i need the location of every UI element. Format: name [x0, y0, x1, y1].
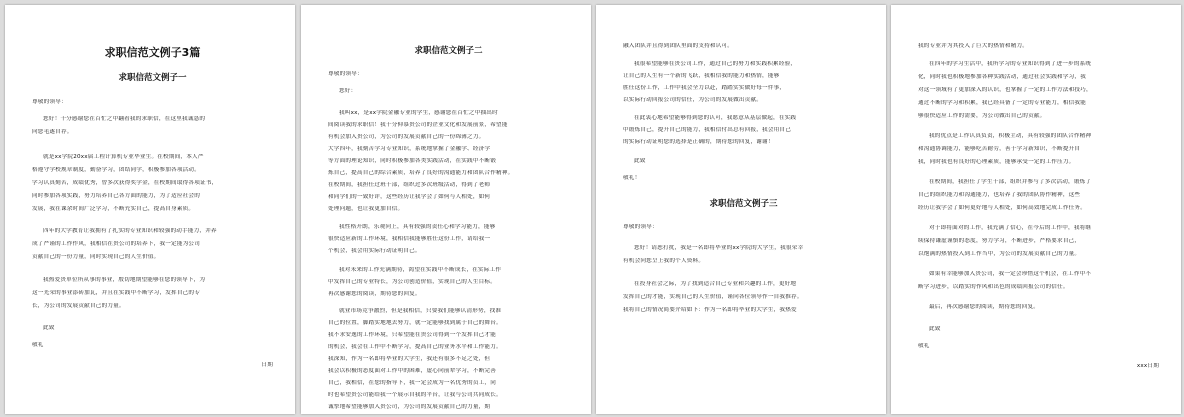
section-title-1: 求职信范文例子一: [118, 73, 187, 83]
text-line: 贡献自己的一份力量，同时实现自己的人生价值。: [32, 254, 160, 260]
document-page-3: [596, 5, 886, 414]
text-line: 我不求安逸的工作环境，只希望能在贵公司得到一个发挥自己才能: [328, 332, 497, 338]
text-line: 在校期间，我担任过班干部，组织过多次班级活动，得到了老师: [328, 182, 491, 188]
sign-date: xxx日期: [1136, 363, 1159, 369]
text-line: 我的专业并为其投入了巨大的热情和精力。: [918, 43, 1029, 49]
text-line: 同时参加各项实践，努力培养自己各方面的能力，为了适应社会的: [32, 193, 201, 199]
text-line: 就业市场竞争激烈，但是我相信，只要我们能够认清形势，找准: [339, 308, 502, 314]
closing: 此致: [43, 325, 55, 331]
text-line: 自己的位置，脚踏实地地去努力，就一定能够找到属于自己的舞台。: [328, 320, 502, 326]
document-page-2: [301, 5, 591, 414]
text-line: 很快适应新的工作环境，我相信我能够胜任这份工作，请给我一: [328, 236, 491, 242]
text-line: 成了严谨的工作作风，我相信在贵公司的培养下，我一定能为公司: [32, 241, 201, 247]
text-line: 您好！十分感谢您在百忙之中翻看我的求职信，在这里我诚恳的: [43, 116, 206, 122]
section-title-3: 求职信范文例子三: [709, 199, 778, 209]
text-line: 间阅读我的求职信！我十分仰慕贵公司的企业文化和发展前景，希望能: [328, 122, 508, 128]
text-line: 通过不断的学习和积累，我已经具备了一定的专业能力，相信我能: [918, 100, 1087, 106]
text-line: 和沟通协调能力，能够吃苦耐劳，善于学习新知识，不断提升自: [918, 146, 1081, 152]
salute: 敬礼: [32, 342, 44, 348]
text-line: 我很希望能够在贵公司工作，通过自己的努力和实践积累经验，: [634, 61, 797, 67]
greeting: 尊敬的领导：: [328, 71, 363, 77]
text-line: 我会以积极的态度面对工作中的困难，虚心向前辈学习，不断完善: [328, 368, 497, 374]
text-line: 有机会向您呈上我的个人资料。: [623, 258, 705, 264]
text-line: 的实际行动证明您的选择是正确的，期待您的回复，谢谢！: [623, 139, 774, 145]
text-line: 再次感谢您的阅读，期待您的回复。: [328, 291, 421, 297]
text-line: 最后，再次感谢您的阅读，期待您的回复。: [929, 304, 1040, 310]
text-line: 处理问题，也让我更加自信。: [328, 206, 404, 212]
text-line: 这一光荣的事业添砖加瓦，并且在实践中不断学习，发挥自己的专: [32, 290, 201, 296]
text-line: 向您毛遂自荐。: [32, 129, 73, 135]
text-line: 续保持谦虚谨慎的态度，努力学习，不断进步，严格要求自己，: [918, 238, 1081, 244]
closing: 此致: [929, 326, 941, 332]
hello: 您好：: [339, 88, 357, 94]
text-line: 学习认真刻苦，成绩优秀，曾多次获得奖学金，在校期间取得各项证书，: [32, 180, 218, 186]
text-line: 等方面的理论知识，同时积极参加各类实践活动，在实践中不断锻: [328, 158, 497, 164]
text-line: 在此衷心地希望能够得到您的认可，我愿意从基层做起，在实践: [634, 115, 797, 121]
text-line: 有机会加入贵公司，为公司的发展贡献自己的一份绵薄之力。: [328, 134, 485, 140]
text-line: 经历让我学会了如何更好地与人相处，如何高效地完成工作任务。: [918, 205, 1087, 211]
text-line: 您好！请恕打扰，我是一名即将毕业的xx学院的大学生，我很荣幸: [634, 245, 804, 251]
text-line: 发挥自己的才能，实现自己的人生价值，谨向各位领导作一自我推荐。: [623, 294, 803, 300]
text-line: 时也希望贵公司能给我一个展示自我的平台，让我与公司共同成长。: [328, 392, 502, 398]
text-line: 大学四年，我刻苦学习专业知识，系统地掌握了金融学、经济学: [328, 146, 491, 152]
text-line: 个机会，我会用实际行动证明自己。: [328, 248, 421, 254]
text-line: 的机会，我会在工作中不断学习，提高自己的业务水平和工作能力。: [328, 344, 502, 350]
text-line: 我的优点是工作认真负责，积极主动，具有较强的团队合作精神: [929, 133, 1092, 139]
text-line: 炼自己，提高自己的综合素质，培养了良好的沟通能力和团队合作精神。: [328, 170, 514, 176]
text-line: 断学习进步，以踏实的作风和出色的成绩回报公司的信任。: [918, 284, 1069, 290]
text-line: 在投身社会之际，为了找到适合自己专业和兴趣的工作，更好地: [634, 281, 797, 287]
text-line: 诚挚地希望能够加入贵公司，为公司的发展贡献自己的力量，期: [328, 404, 491, 410]
text-line: 和同学们的一致好评，这些经历让我学会了如何与人相处，如何: [328, 194, 491, 200]
text-line: 格遵守学校规章制度，勤奋学习，团结同学，积极参加各项活动。: [32, 167, 201, 173]
document-main-title: 求职信范文例子3篇: [104, 46, 201, 59]
text-line: 中发挥自己的专业特长，为公司创造价值，实现自己的人生目标。: [328, 279, 497, 285]
text-line: 以饱满的热情投入到工作当中，为公司的发展贡献自己的力量。: [918, 251, 1081, 257]
text-line: 我对未来的工作充满期待，渴望在实践中不断成长，在实际工作: [339, 267, 502, 273]
text-line: 在校期间，我担任了学生干部，组织并参与了多次活动，锻炼了: [929, 179, 1092, 185]
text-line: 发展，我在课余时间广泛学习，不断充实自己，提高自身素质。: [32, 206, 195, 212]
text-line: 我将自己的情况简要介绍如下：作为一名即将毕业的大学生，我热爱: [623, 307, 797, 313]
text-line: 我，同时我也有良好的心理素质，能够承受一定的工作压力。: [918, 159, 1075, 165]
text-line: 够很快适应工作的需要，为公司做出自己的贡献。: [918, 113, 1046, 119]
text-line: 在四年的学习生活中，我所学习的专业知识得到了进一步的系统: [929, 61, 1092, 67]
salute: 敬礼！: [623, 175, 641, 181]
salute: 敬礼: [918, 343, 930, 349]
document-page-1: [5, 5, 295, 414]
text-line: 四年的大学教育让我拥有了扎实的专业知识和较强的动手能力，并养: [43, 228, 217, 234]
sign-date: 日期: [261, 362, 273, 368]
text-line: 对于即将面对的工作，我充满了信心，在今后的工作中，我将继: [929, 225, 1092, 231]
greeting: 尊敬的领导：: [623, 224, 658, 230]
text-line: 化，同时我也积极地参加各种实践活动，通过社会实践和学习，我: [918, 74, 1087, 80]
section-title-2: 求职信范文例子二: [414, 46, 483, 56]
text-line: 自己的组织能力和沟通能力，也培养了我的团队协作精神，这些: [918, 192, 1081, 198]
text-line: 就是xx学院20xx届工程计算机专业毕业生。在校期间，本人严: [43, 154, 204, 160]
text-line: 我深知，作为一名即将毕业的大学生，我还有很多不足之处，但: [328, 356, 491, 362]
text-line: 自己，我相信，在您的指导下，我一定会成为一名优秀的员工，同: [328, 380, 497, 386]
text-line: 我性格开朗，乐观向上，具有较强的责任心和学习能力，能够: [339, 224, 496, 230]
text-line: 中锻炼自己，提升自己的能力，我相信付出总有回报，我会用自己: [623, 127, 792, 133]
text-line: 我叫xx，是xx学院金融专业的学生，感谢您在百忙之中抽出时: [339, 110, 498, 116]
closing: 此致: [634, 158, 646, 164]
text-line: 让自己的人生有一个新的飞跃，我相信我的能力和热情，能够: [623, 73, 780, 79]
greeting: 尊敬的领导：: [32, 99, 67, 105]
document-page-4: [891, 5, 1181, 414]
text-line: 融入团队并且得到团队里面的支持和认可。: [623, 43, 734, 49]
text-line: 胜任这份工作，工作中我会全力以赴，踏踏实实做好每一件事，: [623, 85, 786, 91]
text-line: 以实际行动回报公司的信任，为公司的发展做出贡献。: [623, 97, 763, 103]
text-line: 长，为公司的发展贡献自己的力量。: [32, 303, 125, 309]
text-line: 对这一领域有了更加深入的认识，也掌握了一定的工作方法和技巧，: [918, 87, 1092, 93]
text-line: 我热爱贵单位所从事的事业，殷切地期望能够在您的领导下，为: [43, 277, 206, 283]
text-line: 如果有幸能够加入贵公司，我一定会珍惜这个机会，在工作中不: [929, 271, 1092, 277]
